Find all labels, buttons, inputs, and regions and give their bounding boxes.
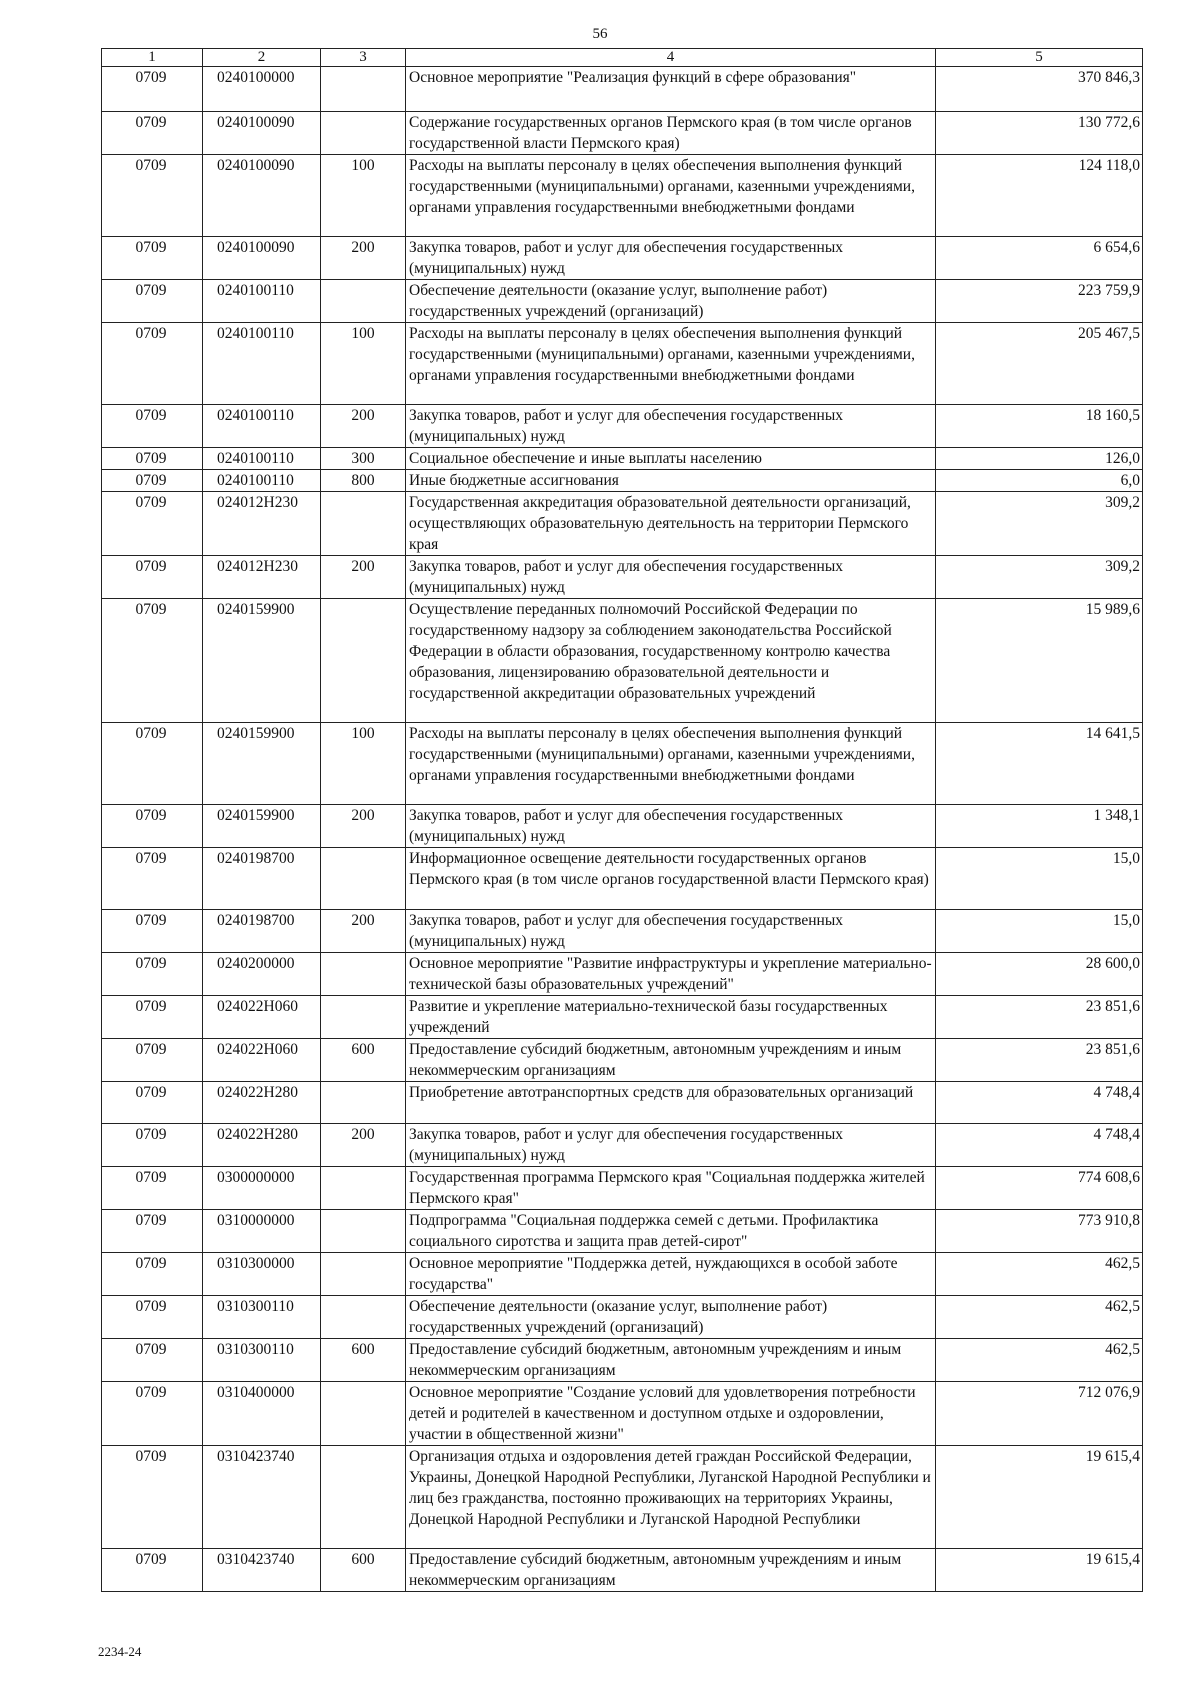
section-code-cell: 0709 (102, 848, 203, 910)
expense-type-cell (321, 599, 406, 723)
expense-type-cell: 600 (321, 1339, 406, 1382)
section-code-cell: 0709 (102, 492, 203, 556)
table-row (102, 1253, 1143, 1296)
expense-type-cell (321, 1082, 406, 1124)
table-row (102, 1124, 1143, 1167)
table-row (102, 1296, 1143, 1339)
item-name-cell: Закупка товаров, работ и услуг для обеспечения государственных (муниципальных) нужд (406, 237, 936, 280)
section-code-cell: 0709 (102, 470, 203, 492)
amount-cell: 15 989,6 (936, 599, 1143, 723)
item-name-cell: Основное мероприятие "Поддержка детей, нуждающихся в особой заботе государства" (406, 1253, 936, 1296)
target-article-cell: 0240100090 (203, 155, 321, 237)
table-row (102, 1210, 1143, 1253)
section-code-cell: 0709 (102, 953, 203, 996)
page-number: 56 (592, 26, 608, 42)
amount-cell: 462,5 (936, 1296, 1143, 1339)
target-article-cell: 0240100090 (203, 237, 321, 280)
amount-cell: 124 118,0 (936, 155, 1143, 237)
amount-cell: 309,2 (936, 492, 1143, 556)
item-name-cell: Государственная программа Пермского края "Социальная поддержка жителей Пермского края" (406, 1167, 936, 1210)
item-name-cell: Предоставление субсидий бюджетным, автономным учреждениям и иным некоммерческим организациям (406, 1549, 936, 1592)
amount-cell: 19 615,4 (936, 1549, 1143, 1592)
amount-cell: 223 759,9 (936, 280, 1143, 323)
table-row (102, 723, 1143, 805)
amount-cell: 462,5 (936, 1253, 1143, 1296)
target-article-cell: 0240159900 (203, 805, 321, 848)
target-article-cell: 0310423740 (203, 1446, 321, 1549)
amount-cell: 28 600,0 (936, 953, 1143, 996)
item-name-cell: Закупка товаров, работ и услуг для обеспечения государственных (муниципальных) нужд (406, 805, 936, 848)
item-name-cell: Предоставление субсидий бюджетным, автономным учреждениям и иным некоммерческим организациям (406, 1039, 936, 1082)
section-code-cell: 0709 (102, 1382, 203, 1446)
section-code-cell: 0709 (102, 556, 203, 599)
item-name-cell: Расходы на выплаты персоналу в целях обеспечения выполнения функций государственными (муниципальными) органами, казенными учреждениями, органами управления государственными внебюджетными фондами (406, 155, 936, 237)
item-name-cell: Организация отдыха и оздоровления детей граждан Российской Федерации, Украины, Донецкой Народной Республики, Луганской Народной Республики и лиц без гражданства, постоянно проживающих на территориях Украины, Донецкой Народной Республики и Луганской Народной Республики (406, 1446, 936, 1549)
section-code-cell: 0709 (102, 599, 203, 723)
target-article-cell: 0240100000 (203, 67, 321, 112)
table-row (102, 492, 1143, 556)
expense-type-cell (321, 1382, 406, 1446)
section-code-cell: 0709 (102, 323, 203, 405)
target-article-cell: 0310300000 (203, 1253, 321, 1296)
section-code-cell: 0709 (102, 237, 203, 280)
expense-type-cell: 100 (321, 323, 406, 405)
item-name-cell: Информационное освещение деятельности государственных органов Пермского края (в том числе органов государственной власти Пермского края) (406, 848, 936, 910)
item-name-cell: Подпрограмма "Социальная поддержка семей с детьми. Профилактика социального сиротства и защита прав детей-сирот" (406, 1210, 936, 1253)
table-row (102, 448, 1143, 470)
expense-type-cell: 300 (321, 448, 406, 470)
target-article-cell: 0240100110 (203, 470, 321, 492)
table-row (102, 1446, 1143, 1549)
amount-cell: 126,0 (936, 448, 1143, 470)
table-row (102, 1339, 1143, 1382)
amount-cell: 4 748,4 (936, 1082, 1143, 1124)
expense-type-cell: 200 (321, 805, 406, 848)
table-row (102, 67, 1143, 112)
item-name-cell: Основное мероприятие "Реализация функций в сфере образования" (406, 67, 936, 112)
amount-cell: 15,0 (936, 848, 1143, 910)
column-number-header: 3 (321, 49, 406, 67)
table-row (102, 112, 1143, 155)
section-code-cell: 0709 (102, 1446, 203, 1549)
amount-cell: 23 851,6 (936, 1039, 1143, 1082)
table-body (102, 67, 1143, 1592)
table-row (102, 323, 1143, 405)
target-article-cell: 0310000000 (203, 1210, 321, 1253)
target-article-cell: 0310400000 (203, 1382, 321, 1446)
amount-cell: 18 160,5 (936, 405, 1143, 448)
target-article-cell: 024012Н230 (203, 556, 321, 599)
target-article-cell: 0240100110 (203, 448, 321, 470)
table-row (102, 996, 1143, 1039)
document-code: 2234-24 (98, 1644, 142, 1659)
table-row (102, 280, 1143, 323)
expense-type-cell: 800 (321, 470, 406, 492)
amount-cell: 462,5 (936, 1339, 1143, 1382)
target-article-cell: 0240198700 (203, 910, 321, 953)
item-name-cell: Расходы на выплаты персоналу в целях обеспечения выполнения функций государственными (муниципальными) органами, казенными учреждениями, органами управления государственными внебюджетными фондами (406, 723, 936, 805)
section-code-cell: 0709 (102, 1253, 203, 1296)
item-name-cell: Закупка товаров, работ и услуг для обеспечения государственных (муниципальных) нужд (406, 910, 936, 953)
table-row (102, 1082, 1143, 1124)
expense-type-cell: 100 (321, 723, 406, 805)
expense-type-cell (321, 280, 406, 323)
item-name-cell: Приобретение автотранспортных средств для образовательных организаций (406, 1082, 936, 1124)
expense-type-cell (321, 67, 406, 112)
table-row (102, 1039, 1143, 1082)
amount-cell: 19 615,4 (936, 1446, 1143, 1549)
section-code-cell: 0709 (102, 910, 203, 953)
target-article-cell: 0240200000 (203, 953, 321, 996)
target-article-cell: 0310300110 (203, 1296, 321, 1339)
expense-type-cell: 200 (321, 405, 406, 448)
item-name-cell: Предоставление субсидий бюджетным, автономным учреждениям и иным некоммерческим организациям (406, 1339, 936, 1382)
item-name-cell: Иные бюджетные ассигнования (406, 470, 936, 492)
target-article-cell: 0240100110 (203, 280, 321, 323)
item-name-cell: Обеспечение деятельности (оказание услуг, выполнение работ) государственных учреждений (организаций) (406, 1296, 936, 1339)
expense-type-cell (321, 112, 406, 155)
target-article-cell: 024022Н060 (203, 1039, 321, 1082)
target-article-cell: 024022Н280 (203, 1124, 321, 1167)
target-article-cell: 0300000000 (203, 1167, 321, 1210)
item-name-cell: Социальное обеспечение и иные выплаты населению (406, 448, 936, 470)
section-code-cell: 0709 (102, 1296, 203, 1339)
target-article-cell: 0310423740 (203, 1549, 321, 1592)
expense-type-cell (321, 1167, 406, 1210)
budget-table (101, 48, 1143, 1592)
target-article-cell: 0240198700 (203, 848, 321, 910)
amount-cell: 6,0 (936, 470, 1143, 492)
section-code-cell: 0709 (102, 1210, 203, 1253)
column-number-header: 1 (102, 49, 203, 67)
expense-type-cell (321, 1210, 406, 1253)
table-row (102, 599, 1143, 723)
amount-cell: 773 910,8 (936, 1210, 1143, 1253)
table-row (102, 405, 1143, 448)
item-name-cell: Закупка товаров, работ и услуг для обеспечения государственных (муниципальных) нужд (406, 1124, 936, 1167)
target-article-cell: 0240100110 (203, 323, 321, 405)
item-name-cell: Основное мероприятие "Создание условий для удовлетворения потребности детей и родителей в качественном и доступном отдыхе и оздоровлении, участии в общественной жизни" (406, 1382, 936, 1446)
table-row (102, 848, 1143, 910)
column-number-header: 4 (406, 49, 936, 67)
table-row (102, 1167, 1143, 1210)
section-code-cell: 0709 (102, 1039, 203, 1082)
section-code-cell: 0709 (102, 723, 203, 805)
item-name-cell: Расходы на выплаты персоналу в целях обеспечения выполнения функций государственными (муниципальными) органами, казенными учреждениями, органами управления государственными внебюджетными фондами (406, 323, 936, 405)
expense-type-cell: 200 (321, 556, 406, 599)
target-article-cell: 024022Н060 (203, 996, 321, 1039)
expense-type-cell (321, 492, 406, 556)
table-row (102, 237, 1143, 280)
table-row (102, 1382, 1143, 1446)
amount-cell: 4 748,4 (936, 1124, 1143, 1167)
column-number-header: 2 (203, 49, 321, 67)
expense-type-cell: 200 (321, 237, 406, 280)
item-name-cell: Основное мероприятие "Развитие инфраструктуры и укрепление материально-технической базы образовательных учреждений" (406, 953, 936, 996)
expense-type-cell: 200 (321, 1124, 406, 1167)
section-code-cell: 0709 (102, 1549, 203, 1592)
amount-cell: 205 467,5 (936, 323, 1143, 405)
expense-type-cell (321, 1446, 406, 1549)
section-code-cell: 0709 (102, 67, 203, 112)
expense-type-cell (321, 1296, 406, 1339)
column-number-row (102, 49, 1143, 67)
section-code-cell: 0709 (102, 1339, 203, 1382)
item-name-cell: Обеспечение деятельности (оказание услуг, выполнение работ) государственных учреждений (организаций) (406, 280, 936, 323)
expense-type-cell (321, 996, 406, 1039)
target-article-cell: 0240100090 (203, 112, 321, 155)
target-article-cell: 0240159900 (203, 723, 321, 805)
section-code-cell: 0709 (102, 448, 203, 470)
amount-cell: 14 641,5 (936, 723, 1143, 805)
section-code-cell: 0709 (102, 805, 203, 848)
item-name-cell: Государственная аккредитация образовательной деятельности организаций, осуществляющих образовательную деятельность на территории Пермского края (406, 492, 936, 556)
column-number-header: 5 (936, 49, 1143, 67)
table-row (102, 910, 1143, 953)
section-code-cell: 0709 (102, 280, 203, 323)
amount-cell: 309,2 (936, 556, 1143, 599)
table-row (102, 1549, 1143, 1592)
section-code-cell: 0709 (102, 405, 203, 448)
item-name-cell: Содержание государственных органов Пермского края (в том числе органов государственной власти Пермского края) (406, 112, 936, 155)
expense-type-cell: 600 (321, 1039, 406, 1082)
table-row (102, 805, 1143, 848)
amount-cell: 6 654,6 (936, 237, 1143, 280)
item-name-cell: Осуществление переданных полномочий Российской Федерации по государственному надзору за соблюдением законодательства Российской Федерации в области образования, государственному контролю качества образования, лицензированию образовательной деятельности и государственной аккредитации образовательных учреждений (406, 599, 936, 723)
amount-cell: 130 772,6 (936, 112, 1143, 155)
expense-type-cell (321, 848, 406, 910)
expense-type-cell (321, 1253, 406, 1296)
expense-type-cell: 600 (321, 1549, 406, 1592)
section-code-cell: 0709 (102, 112, 203, 155)
target-article-cell: 0310300110 (203, 1339, 321, 1382)
section-code-cell: 0709 (102, 996, 203, 1039)
amount-cell: 1 348,1 (936, 805, 1143, 848)
table-row (102, 556, 1143, 599)
table-row (102, 470, 1143, 492)
section-code-cell: 0709 (102, 155, 203, 237)
item-name-cell: Закупка товаров, работ и услуг для обеспечения государственных (муниципальных) нужд (406, 556, 936, 599)
expense-type-cell: 100 (321, 155, 406, 237)
amount-cell: 712 076,9 (936, 1382, 1143, 1446)
section-code-cell: 0709 (102, 1167, 203, 1210)
section-code-cell: 0709 (102, 1124, 203, 1167)
target-article-cell: 024022Н280 (203, 1082, 321, 1124)
amount-cell: 23 851,6 (936, 996, 1143, 1039)
section-code-cell: 0709 (102, 1082, 203, 1124)
expense-type-cell: 200 (321, 910, 406, 953)
target-article-cell: 0240159900 (203, 599, 321, 723)
item-name-cell: Закупка товаров, работ и услуг для обеспечения государственных (муниципальных) нужд (406, 405, 936, 448)
amount-cell: 15,0 (936, 910, 1143, 953)
table-row (102, 953, 1143, 996)
table-row (102, 155, 1143, 237)
target-article-cell: 024012Н230 (203, 492, 321, 556)
expense-type-cell (321, 953, 406, 996)
amount-cell: 774 608,6 (936, 1167, 1143, 1210)
amount-cell: 370 846,3 (936, 67, 1143, 112)
target-article-cell: 0240100110 (203, 405, 321, 448)
item-name-cell: Развитие и укрепление материально-технической базы государственных учреждений (406, 996, 936, 1039)
